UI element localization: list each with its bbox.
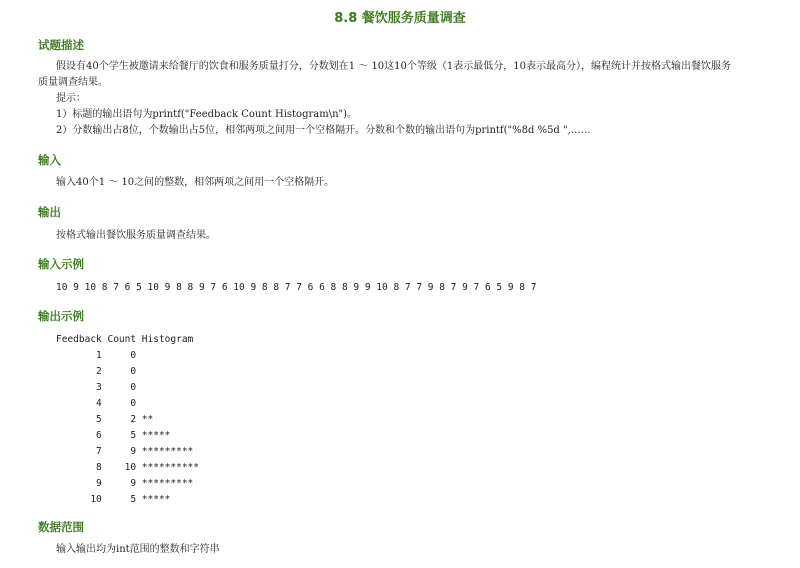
data-range-text: 输入输出均为int范围的整数和字符串 bbox=[56, 544, 220, 555]
sample-output-block: Feedback Count Histogram 1 0 2 0 3 0 4 0 5 2 ** 6 5 ***** 7 9 ********* 8 10 ********** 9 9 ********* 10 5 ***** bbox=[56, 334, 199, 505]
section-heading-data-range: 数据范围 bbox=[38, 520, 84, 534]
input-description: 输入40个1 ～ 10之间的整数，相邻两项之间用一个空格隔开。 bbox=[56, 177, 335, 188]
description-paragraph: 假设有40个学生被邀请来给餐厅的饮食和服务质量打分，分数划在1 ～ 10这10个等级（1表示最低分，10表示最高分），编程统计并按格式输出餐饮服务质量调查结果。 bbox=[38, 61, 731, 88]
section-heading-sample-input: 输入示例 bbox=[38, 257, 84, 271]
sample-input-text: 10 9 10 8 7 6 5 10 9 8 8 9 7 6 10 9 8 8 7 7 6 6 8 8 9 9 10 8 7 7 9 8 7 9 7 6 5 9 8 7 bbox=[56, 282, 537, 293]
section-heading-input: 输入 bbox=[38, 153, 61, 167]
page-title: 8.8 餐饮服务质量调查 bbox=[334, 11, 466, 26]
hint-line-1: 1）标题的输出语句为printf("Feedback Count Histogram\n")。 bbox=[56, 109, 358, 120]
section-heading-output: 输出 bbox=[38, 205, 61, 219]
output-description: 按格式输出餐饮服务质量调查结果。 bbox=[56, 230, 216, 241]
section-heading-sample-output: 输出示例 bbox=[38, 309, 84, 323]
hint-label: 提示： bbox=[56, 93, 86, 104]
section-heading-description: 试题描述 bbox=[38, 38, 84, 52]
hint-line-2: 2）分数输出占8位，个数输出占5位，相邻两项之间用一个空格隔开。分数和个数的输出语句为printf("%8d %5d ",…… bbox=[56, 125, 591, 136]
